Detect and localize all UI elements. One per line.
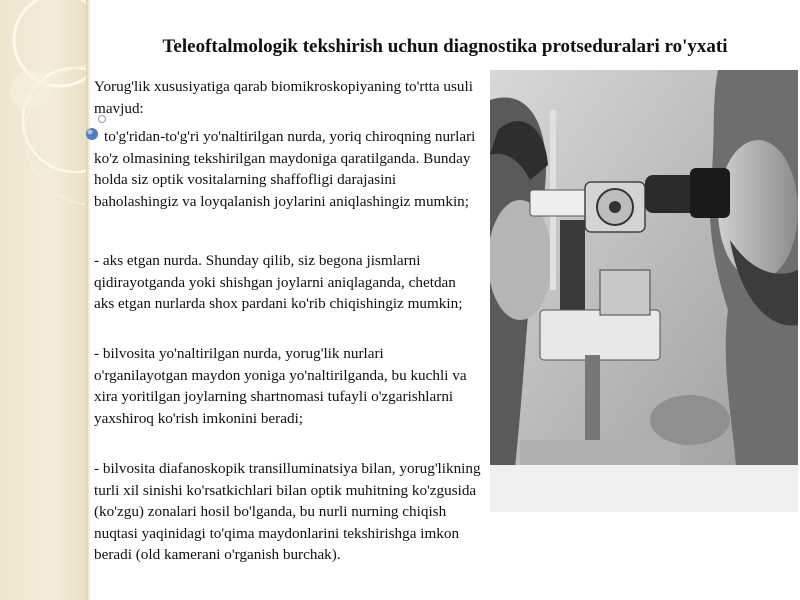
slit-lamp-examination-photo	[490, 70, 798, 512]
sidebar-edge	[86, 0, 90, 600]
page-title: Teleoftalmologik tekshirish uchun diagnostika protseduralari ro'yxati	[162, 36, 728, 57]
decorative-sidebar	[0, 0, 88, 600]
decorative-circles	[0, 0, 88, 600]
intro-text: Yorug'lik xususiyatiga qarab biomikroskopiyaning to'rtta usuli mavjud:	[94, 78, 473, 117]
method-item-2: - aks etgan nurda. Shunday qilib, siz begona jismlarni qidirayotganda yoki shishgan joylarni aniqlaganda, chetdan aks etgan nurlarda shox pardani ko'rib chiqishingiz mumkin;	[94, 252, 463, 312]
method-item-1: to'g'ridan-to'g'ri yo'naltirilgan nurda, yoriq chiroqning nurlari ko'z olmasining tekshirilgan maydoniga qaratilganda. Bunday holda siz optik vositalarning shaffofligi darajasini baholashingiz va loyqalanish joylarini aniqlashingiz mumkin;	[94, 128, 476, 210]
method-item-4: - bilvosita diafanoskopik transilluminatsiya bilan, yorug'likning turli xil sinishi ko'rsatkichlari bilan optik muhitning ko'zgusida (ko'zgu) zonalari hosil bo'lganda, bu nurli nurning chiqish nuqtasi yaqinidagi to'qima maydonlarini tekshirishga imkon beradi (old kamerani o'rganish burchak).	[94, 460, 481, 563]
method-item-3: - bilvosita yo'naltirilgan nurda, yorug'lik nurlari o'rganilayotgan maydon yoniga yo'naltirilganda, bu kuchli va xira yoritilgan joylarning shartnomasi tufayli o'zgarishlarni yaxshiroq ko'rish imkonini beradi;	[94, 345, 467, 427]
